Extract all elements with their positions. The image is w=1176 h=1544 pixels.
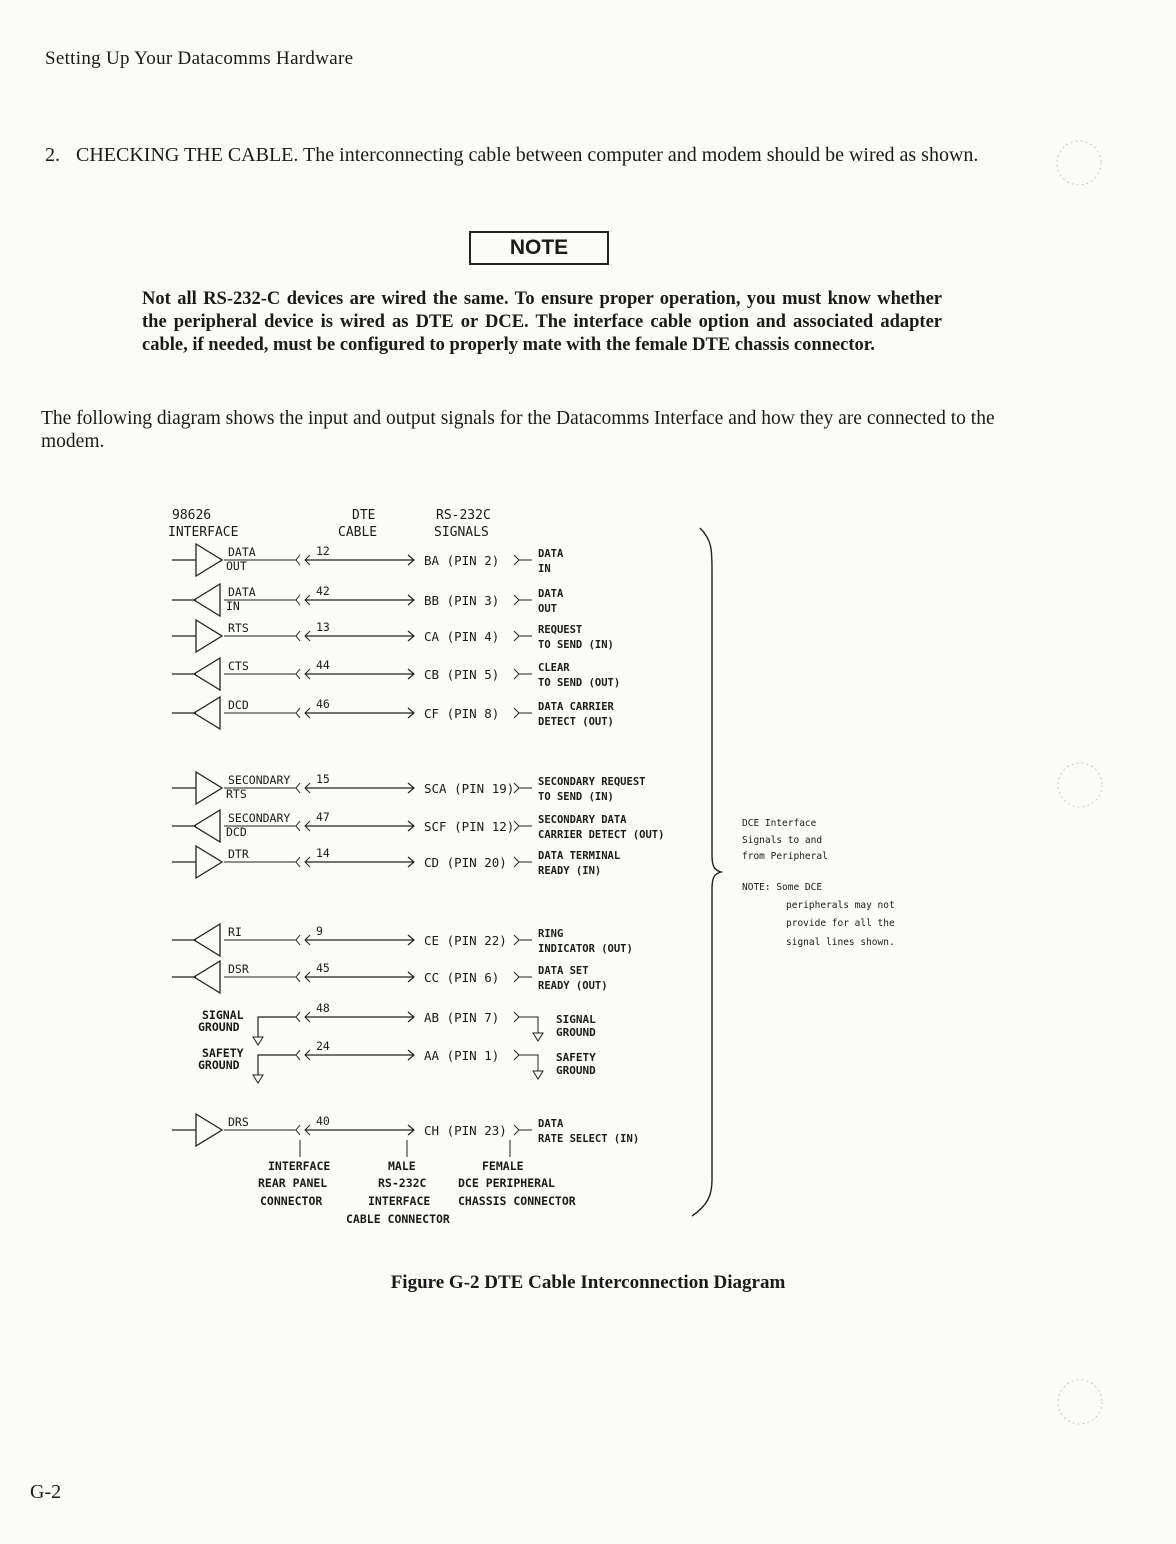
side-text-1: DCE Interface [742,818,817,829]
receiver-symbol [194,658,220,690]
pin-signal: SCA (PIN 19) [424,781,515,796]
foot-a3: CONNECTOR [260,1194,323,1208]
signal-label: SECONDARY [228,811,291,825]
ground-label: SAFETY [202,1046,244,1060]
col-head-interface-2: INTERFACE [168,525,239,540]
driver-symbol [196,1114,222,1146]
foot-c3: CHASSIS CONNECTOR [458,1194,576,1208]
connector-end [296,555,300,565]
wire-number: 40 [316,1114,330,1128]
signal-label: RTS [228,621,249,635]
dce-label: DATA [538,1118,564,1130]
pin-signal: CD (PIN 20) [424,855,507,870]
signal-label: CTS [228,659,249,673]
dce-label: DATA [538,588,564,600]
section-text: CHECKING THE CABLE. The interconnecting cable between computer and modem should be wired as shown. [76,144,979,166]
pin-signal: CA (PIN 4) [424,629,500,644]
note-label: NOTE [469,231,609,265]
running-header: Setting Up Your Datacomms Hardware [45,48,354,69]
signal-label: DCD [228,698,249,712]
binder-hole [1058,763,1102,807]
wire-number: 13 [316,620,330,634]
signal-label-2: OUT [226,559,247,573]
dce-label-2: CARRIER DETECT (OUT) [538,829,665,841]
foot-c2: DCE PERIPHERAL [458,1176,555,1190]
pin-signal: CF (PIN 8) [424,706,500,721]
pin-signal: CE (PIN 22) [424,933,507,948]
receiver-symbol [194,961,220,993]
dce-label: DATA SET [538,965,589,977]
connector-end [296,783,300,793]
side-note-4: signal lines shown. [786,937,895,948]
female-connector [514,595,519,605]
ground-label-2: GROUND [198,1058,240,1072]
binder-hole [1057,141,1101,185]
dce-label: REQUEST [538,624,583,636]
connector-end [296,1125,300,1135]
connector-end [296,935,300,945]
binder-hole [1058,1380,1102,1424]
signal-label-2: RTS [226,787,247,801]
dce-label-2: IN [538,563,551,575]
dce-label-2: TO SEND (IN) [538,639,614,651]
dce-label-2: TO SEND (OUT) [538,677,621,689]
connector-end [296,972,300,982]
signal-rows [172,544,664,1146]
wire-number: 45 [316,961,330,975]
side-note-2: peripherals may not [786,900,895,911]
female-connector [514,631,519,641]
dce-label: DATA TERMINAL [538,850,621,862]
side-note-1: NOTE: Some DCE [742,882,823,893]
pin-signal: SCF (PIN 12) [424,819,515,834]
dce-label-2: READY (OUT) [538,980,608,992]
connector-end [296,631,300,641]
col-head-signals-2: SIGNALS [434,525,489,540]
female-connector [514,669,519,679]
connector-end [296,1012,300,1022]
col-head-interface-1: 98626 [172,508,212,523]
signal-label-2: DCD [226,825,247,839]
dce-ground-wire [519,1017,538,1033]
dce-label: SIGNAL [556,1013,596,1026]
dce-label-2: TO SEND (IN) [538,791,614,803]
female-connector [514,1012,519,1022]
dce-label: RING [538,928,564,940]
dce-label: DATA [538,548,564,560]
foot-b1: MALE [388,1159,416,1173]
side-text-3: from Peripheral [742,851,828,862]
wire-number: 44 [316,658,330,672]
female-connector [514,1125,519,1135]
pin-signal: BB (PIN 3) [424,593,500,608]
wire-number: 48 [316,1001,330,1015]
foot-a1: INTERFACE [268,1159,331,1173]
female-connector [514,972,519,982]
ground-wire [258,1017,296,1037]
dce-label: SECONDARY REQUEST [538,776,646,788]
female-connector [514,1050,519,1060]
dce-label: DATA CARRIER [538,701,614,713]
signal-label: RI [228,925,242,939]
signal-label: SECONDARY [228,773,291,787]
driver-symbol [196,772,222,804]
dce-label-2: INDICATOR (OUT) [538,943,633,955]
signal-label: DATA [228,585,256,599]
wire-number: 12 [316,544,330,558]
pin-signal: AA (PIN 1) [424,1048,500,1063]
dce-label-2: DETECT (OUT) [538,716,614,728]
ground-symbol [253,1075,263,1083]
figure-caption: Figure G-2 DTE Cable Interconnection Diagram [390,1272,786,1293]
foot-b3: INTERFACE [368,1194,431,1208]
female-connector [514,708,519,718]
dce-label-2: GROUND [556,1064,596,1077]
connector-end [296,857,300,867]
ground-label: SIGNAL [202,1008,244,1022]
side-note-3: provide for all the [786,918,895,929]
receiver-symbol [194,697,220,729]
driver-symbol [196,846,222,878]
dce-label: SAFETY [556,1051,596,1064]
signal-label: DATA [228,545,256,559]
dce-brace [692,528,721,1216]
section-number: 2. [45,144,60,166]
connector-end [296,1050,300,1060]
dce-label-2: GROUND [556,1026,596,1039]
signal-label-2: IN [226,599,240,613]
dce-label-2: OUT [538,603,557,615]
col-head-cable-1: DTE [352,508,376,523]
pin-signal: CC (PIN 6) [424,970,500,985]
connector-end [296,708,300,718]
connector-end [296,669,300,679]
foot-a2: REAR PANEL [258,1176,328,1190]
wire-number: 46 [316,697,330,711]
pin-signal: CB (PIN 5) [424,667,500,682]
dce-ground-symbol [533,1033,543,1041]
receiver-symbol [194,924,220,956]
side-text-2: Signals to and [742,835,823,846]
foot-b4: CABLE CONNECTOR [346,1212,450,1226]
signal-label: DSR [228,962,249,976]
pin-signal: BA (PIN 2) [424,553,500,568]
pin-signal: CH (PIN 23) [424,1123,507,1138]
pin-signal: AB (PIN 7) [424,1010,500,1025]
col-head-signals-1: RS-232C [436,508,491,523]
dce-ground-symbol [533,1071,543,1079]
female-connector [514,821,519,831]
dce-label-2: READY (IN) [538,865,602,877]
driver-symbol [196,620,222,652]
wire-number: 14 [316,846,330,860]
signal-label: DRS [228,1115,249,1129]
dce-ground-wire [519,1055,538,1071]
ground-wire [258,1055,296,1075]
note-text: Not all RS-232-C devices are wired the same. To ensure proper operation, you must know whether the peripheral device is wired as DTE or DCE. The interface cable option and associated adapter cable, if needed, must be configured to properly mate with the female DTE chassis connector. [142,289,942,355]
foot-c1: FEMALE [482,1159,524,1173]
driver-symbol [196,544,222,576]
foot-b2: RS-232C [378,1176,427,1190]
dce-label: CLEAR [538,662,570,674]
receiver-symbol [194,810,220,842]
ground-label-2: GROUND [198,1020,240,1034]
intro-paragraph: The following diagram shows the input and output signals for the Datacomms Interface and how they are connected to the modem. [41,408,995,452]
wire-number: 42 [316,584,330,598]
wire-number: 9 [316,924,323,938]
dce-label-2: RATE SELECT (IN) [538,1133,640,1145]
page-number: G-2 [30,1481,62,1503]
connector-end [296,821,300,831]
wire-number: 24 [316,1039,330,1053]
female-connector [514,935,519,945]
wire-number: 47 [316,810,330,824]
receiver-symbol [194,584,220,616]
female-connector [514,783,519,793]
signal-label: DTR [228,847,249,861]
ground-symbol [253,1037,263,1045]
female-connector [514,555,519,565]
female-connector [514,857,519,867]
col-head-cable-2: CABLE [338,525,378,540]
wire-number: 15 [316,772,330,786]
dce-label: SECONDARY DATA [538,814,627,826]
connector-end [296,595,300,605]
